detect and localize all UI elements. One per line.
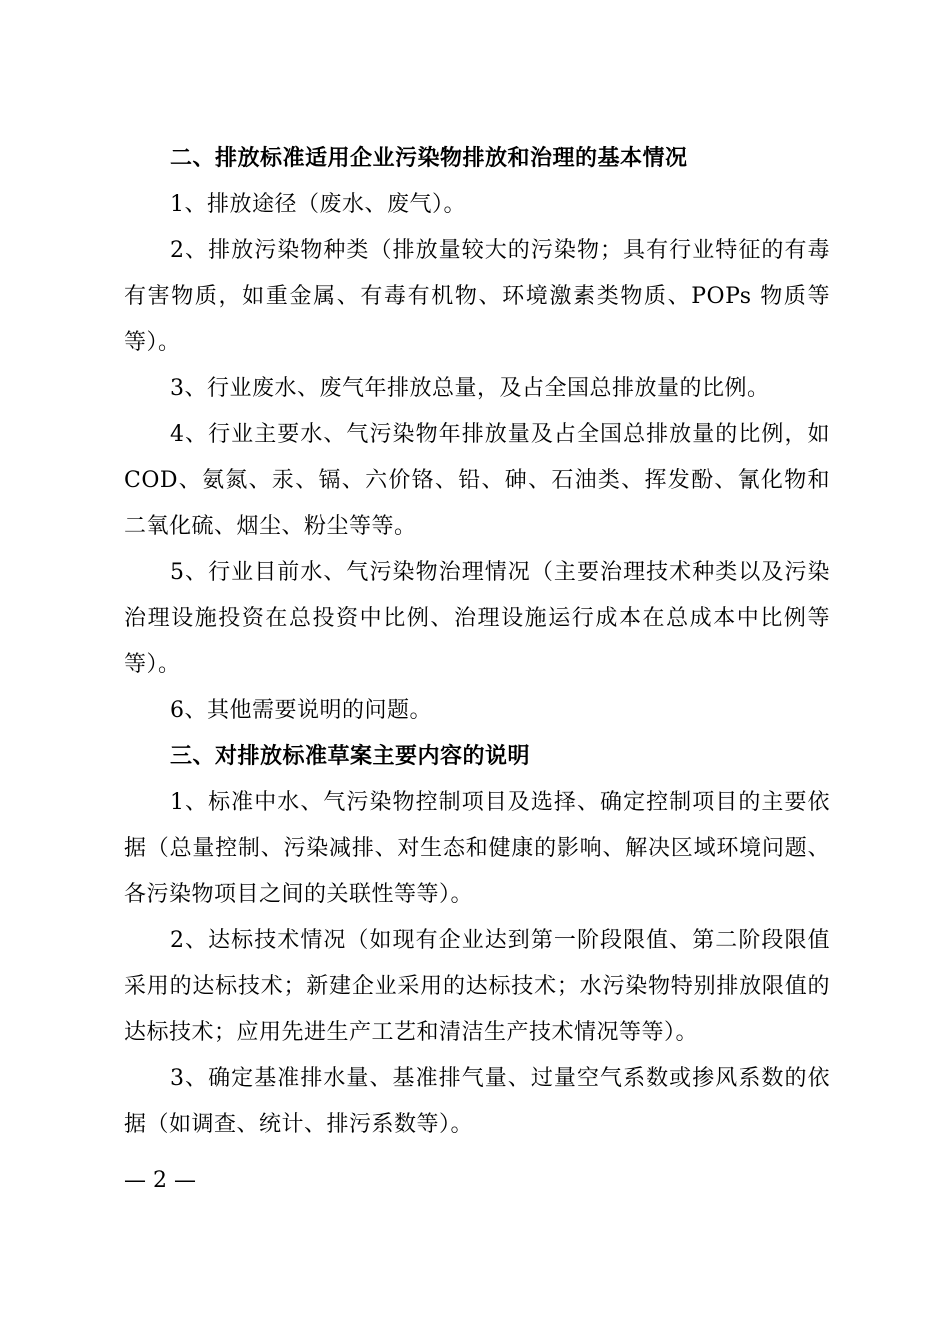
section-heading-3: 三、对排放标准草案主要内容的说明	[170, 744, 531, 769]
paragraph-main-pollutants: 4、行业主要水、气污染物年排放量及占全国总排放量的比例，如COD、氨氮、汞、镉、六价铬、铅、砷、石油类、挥发酚、氰化物和二氧化硫、烟尘、粉尘等等。	[124, 422, 830, 539]
paragraph-other-issues: 6、其他需要说明的问题。	[170, 698, 432, 723]
paragraph-compliance-tech: 2、达标技术情况（如现有企业达到第一阶段限值、第二阶段限值采用的达标技术；新建企业采用的达标技术；水污染物特别排放限值的达标技术；应用先进生产工艺和清洁生产技术情况等等）。	[124, 928, 830, 1045]
paragraph-total-emissions: 3、行业废水、废气年排放总量，及占全国总排放量的比例。	[170, 376, 770, 401]
page-number: — 2 —	[124, 1168, 196, 1193]
paragraph-baseline-basis: 3、确定基准排水量、基准排气量、过量空气系数或掺风系数的依据（如调查、统计、排污系数等）。	[124, 1066, 830, 1137]
document-body	[124, 136, 830, 1148]
paragraph-pollutant-types: 2、排放污染物种类（排放量较大的污染物；具有行业特征的有毒有害物质，如重金属、有毒有机物、环境激素类物质、POPs 物质等等）。	[124, 238, 830, 355]
paragraph-emission-routes: 1、排放途径（废水、废气）。	[170, 192, 466, 217]
paragraph-control-items: 1、标准中水、气污染物控制项目及选择、确定控制项目的主要依据（总量控制、污染减排、对生态和健康的影响、解决区域环境问题、各污染物项目之间的关联性等等）。	[124, 790, 830, 907]
section-heading-2: 二、排放标准适用企业污染物排放和治理的基本情况	[170, 146, 688, 171]
paragraph-treatment-status: 5、行业目前水、气污染物治理情况（主要治理技术种类以及污染治理设施投资在总投资中比例、治理设施运行成本在总成本中比例等等）。	[124, 560, 830, 677]
